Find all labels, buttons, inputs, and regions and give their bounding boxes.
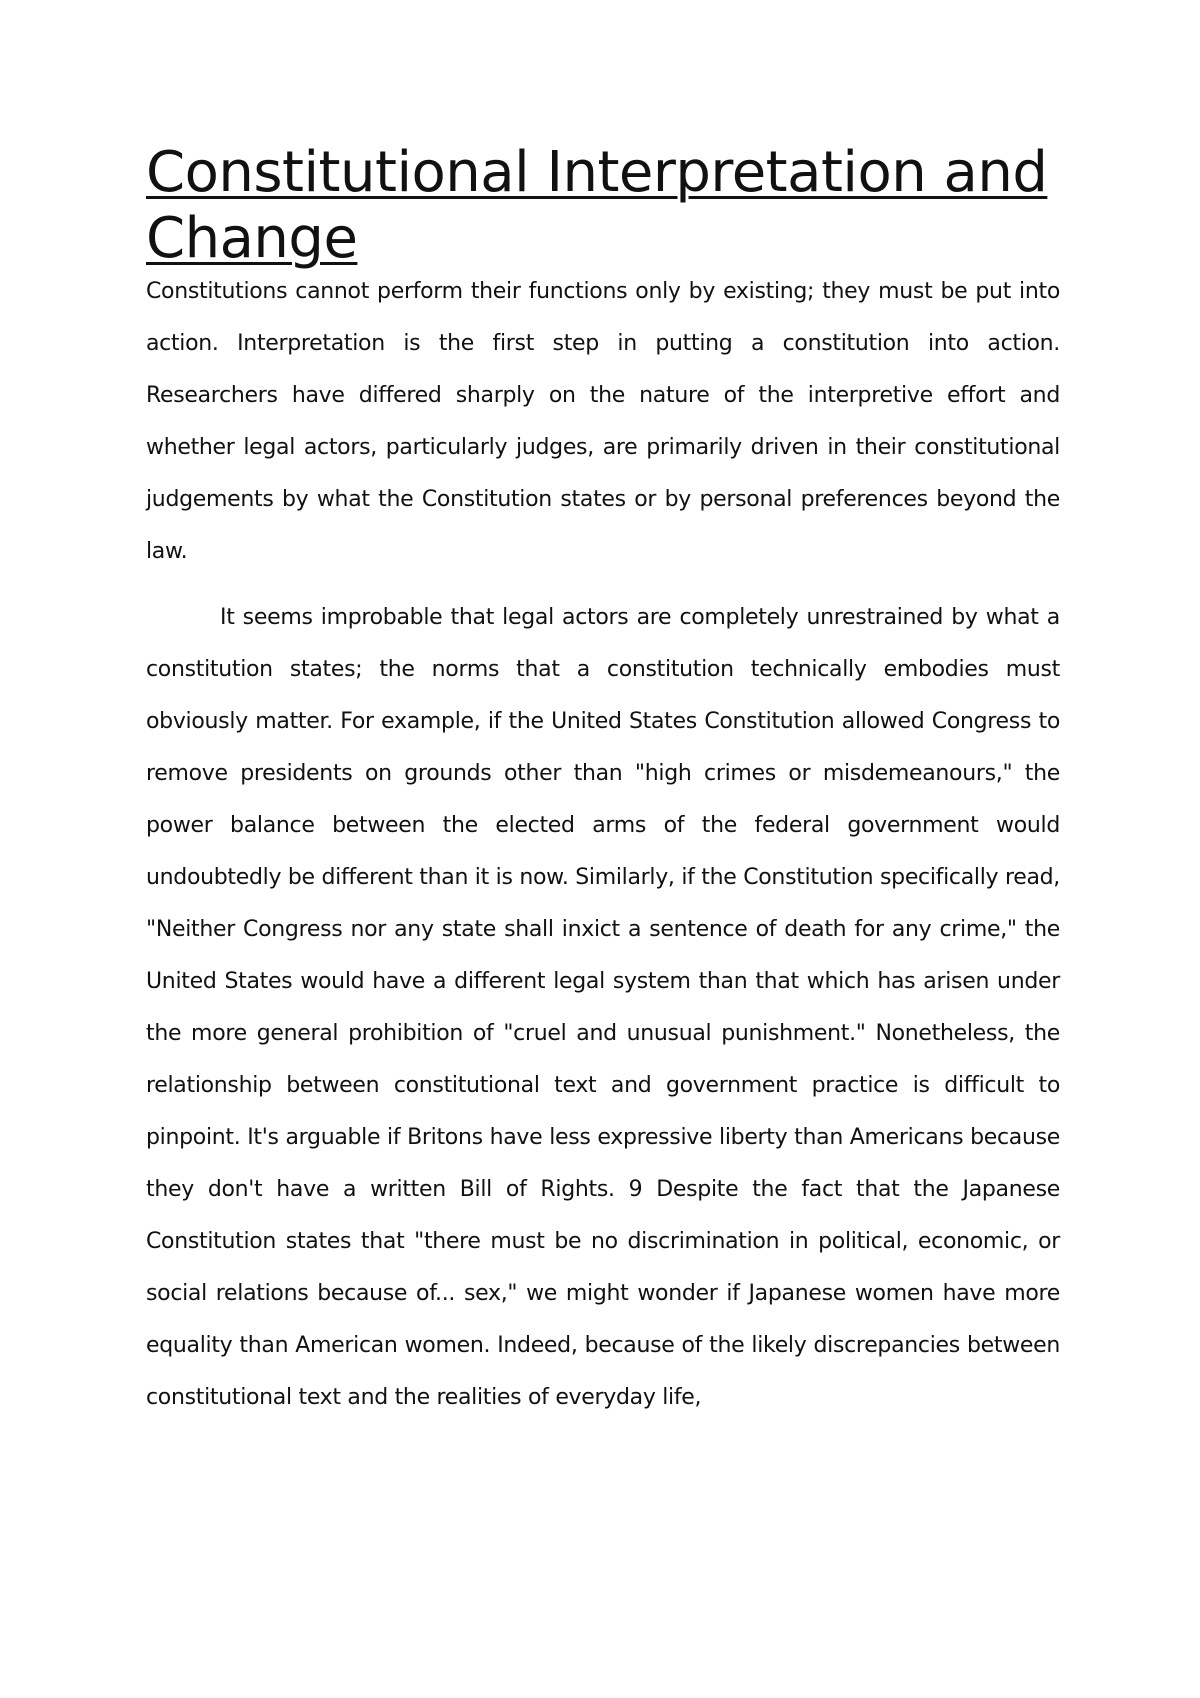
document-body xyxy=(146,140,1060,1424)
document-title: Constitutional Interpretation and Change xyxy=(146,140,1048,271)
paragraph-2: It seems improbable that legal actors are completely unrestrained by what a constitution states; the norms that a constitution technically embodies must obviously matter. For example, if the United States Constitution allowed Congress to remove presidents on grounds other than "high crimes or misdemeanours," the power balance between the elected arms of the federal government would undoubtedly be different than it is now. Similarly, if the Constitution specifically read, "Neither Congress nor any state shall inxict a sentence of death for any crime," the United States would have a different legal system than that which has arisen under the more general prohibition of "cruel and unusual punishment." Nonetheless, the relationship between constitutional text and government practice is difficult to pinpoint. It's arguable if Britons have less expressive liberty than Americans because they don't have a written Bill of Rights. 9 Despite the fact that the Japanese Constitution states that "there must be no discrimination in political, economic, or social relations because of... sex," we might wonder if Japanese women have more equality than American women. Indeed, because of the likely discrepancies between constitutional text and the realities of everyday life, xyxy=(146,605,1060,1410)
paragraph-1: Constitutions cannot perform their functions only by existing; they must be put into action. Interpretation is the first step in putting a constitution into action. Researchers have differed sharply on the nature of the interpretive effort and whether legal actors, particularly judges, are primarily driven in their constitutional judgements by what the Constitution states or by personal preferences beyond the law. xyxy=(146,279,1060,564)
